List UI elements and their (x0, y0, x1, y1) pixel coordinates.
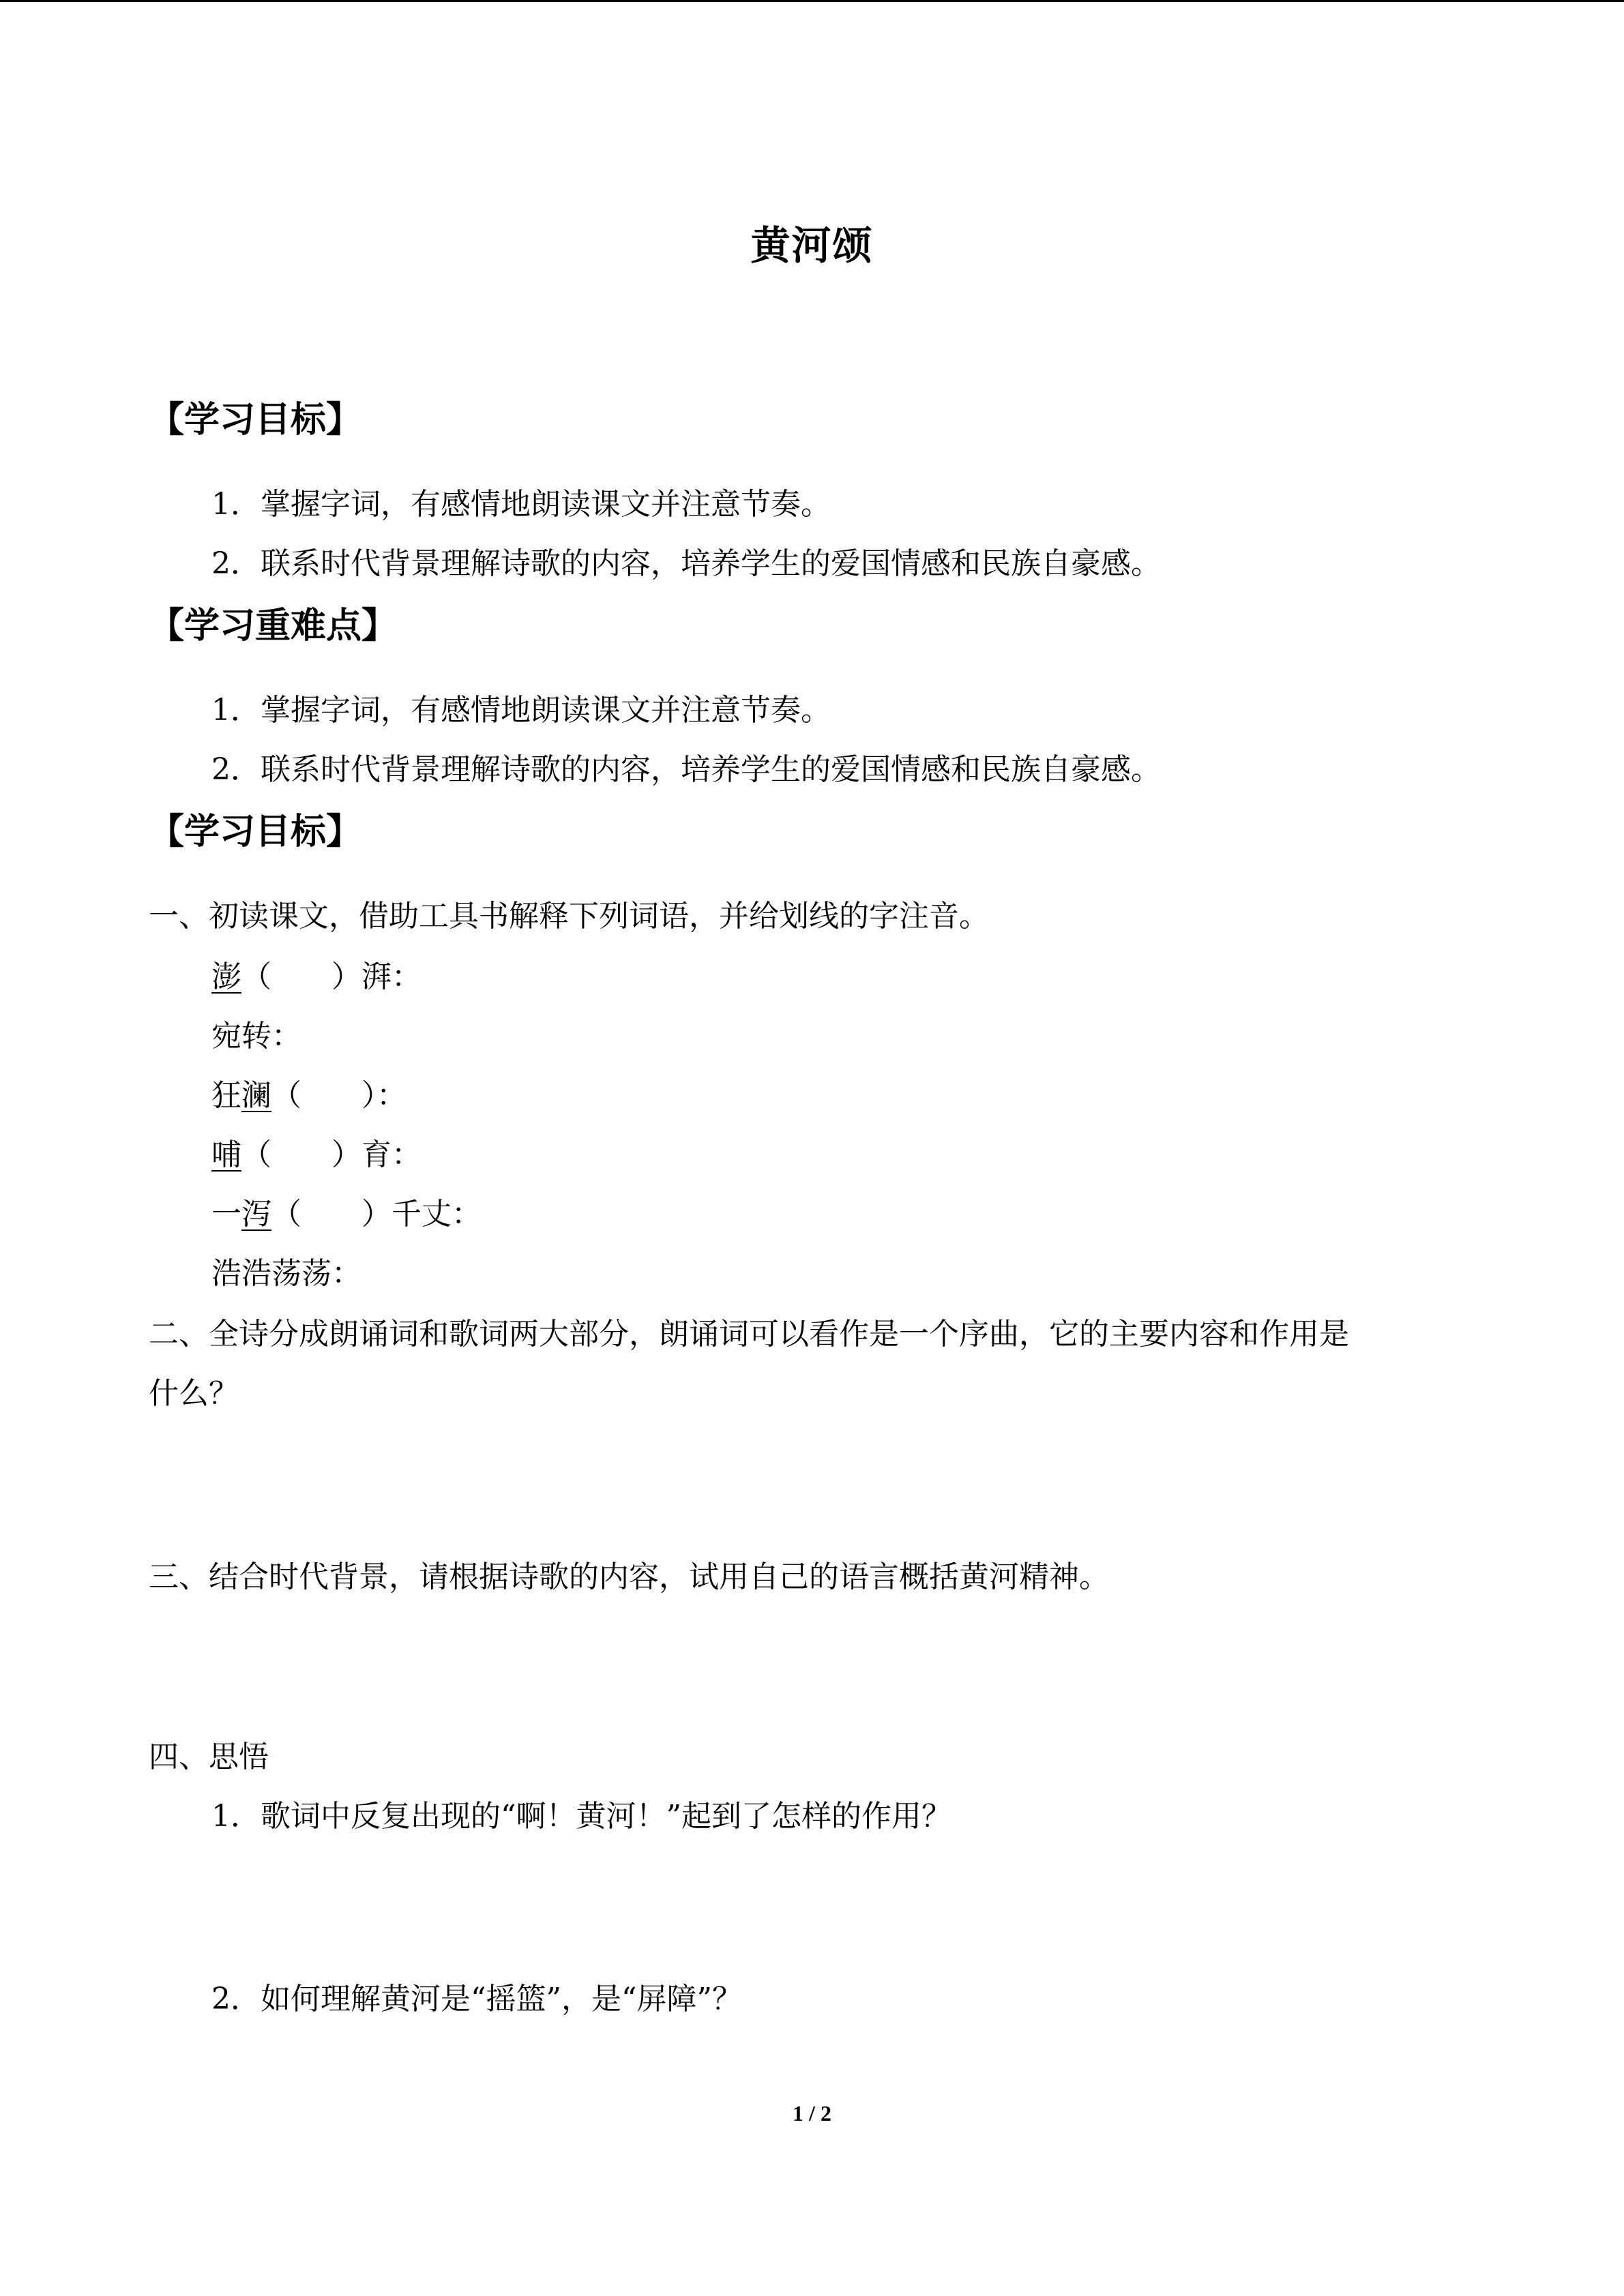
word-item-5 (211, 1189, 482, 1233)
word-item-1 (211, 952, 422, 996)
heading-learning-goals-2: 【学习目标】 (149, 811, 362, 852)
question-2-line-1: 二、全诗分成朗诵词和歌词两大部分，朗诵词可以看作是一个序曲，它的主要内容和作用是 (149, 1317, 1349, 1352)
word-item-4 (211, 1130, 422, 1174)
word-item-6 (211, 1249, 361, 1292)
word-text: 浩浩荡荡： (211, 1256, 361, 1291)
word-item-3 (211, 1071, 407, 1114)
goal-item-2: 2．联系时代背景理解诗歌的内容，培养学生的爱国情感和民族自豪感。 (211, 546, 1161, 581)
question-3: 三、结合时代背景，请根据诗歌的内容，试用自己的语言概括黄河精神。 (149, 1560, 1109, 1594)
page-title: 黄河颂 (750, 222, 874, 269)
word-text: 宛转： (211, 1019, 301, 1054)
underlined-char: 澜 (241, 1078, 271, 1113)
question-2-line-2: 什么？ (149, 1376, 239, 1411)
key-item-2: 2．联系时代背景理解诗歌的内容，培养学生的爱国情感和民族自豪感。 (211, 752, 1161, 787)
word-item-2 (211, 1011, 301, 1055)
heading-learning-goals: 【学习目标】 (149, 400, 362, 441)
key-item-1: 1．掌握字词，有感情地朗读课文并注意节奏。 (211, 693, 831, 728)
question-4-heading: 四、思悟 (149, 1740, 269, 1774)
question-4-item-1: 1．歌词中反复出现的“啊！黄河！”起到了怎样的作用？ (211, 1799, 951, 1834)
word-rest: （ ）： (271, 1078, 407, 1113)
goal-item-1: 1．掌握字词，有感情地朗读课文并注意节奏。 (211, 487, 831, 522)
word-rest: （ ）育： (241, 1137, 422, 1172)
word-prefix: 狂 (211, 1078, 241, 1113)
question-1: 一、初读课文，借助工具书解释下列词语，并给划线的字注音。 (149, 899, 989, 934)
underlined-char: 澎 (211, 959, 241, 994)
question-4-item-2: 2．如何理解黄河是“摇篮”，是“屏障”？ (211, 1982, 742, 2016)
word-rest: （ ）千丈： (271, 1197, 482, 1232)
underlined-char: 泻 (241, 1197, 271, 1232)
heading-key-points: 【学习重难点】 (149, 606, 398, 646)
underlined-char: 哺 (211, 1137, 241, 1172)
page-number: 1 / 2 (793, 2101, 831, 2126)
word-rest: （ ）湃： (241, 959, 422, 994)
word-prefix: 一 (211, 1197, 241, 1232)
